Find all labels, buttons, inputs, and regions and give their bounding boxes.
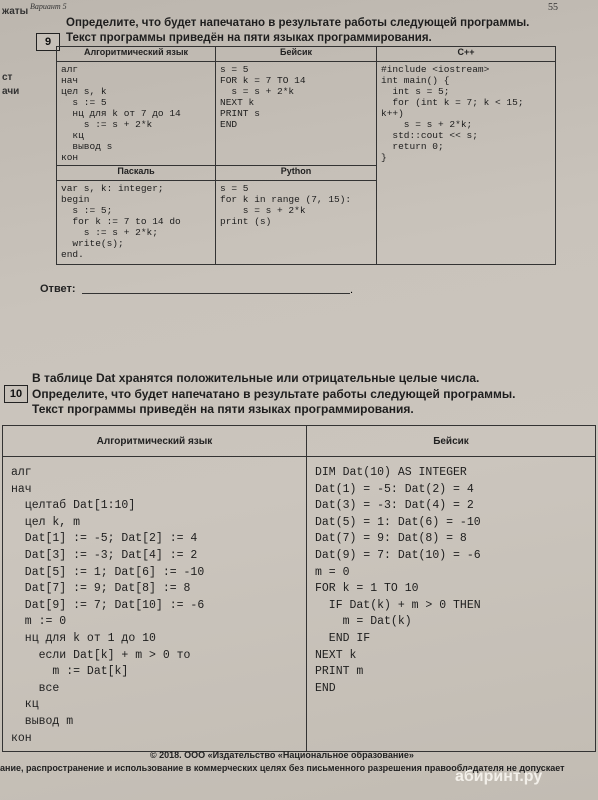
cpp-line: } [381, 152, 387, 163]
algo-code [3, 457, 306, 751]
question-9-line: Текст программы приведён на пяти языках программирования. [66, 32, 432, 44]
python-line: s = s + 2*k [220, 205, 306, 216]
algo-line: целтаб Dat[1:10] [11, 499, 136, 513]
cpp-line: return 0; [381, 141, 444, 152]
algo-line: нц для k от 1 до 10 [11, 631, 156, 645]
question-9-line: Определите, что будет напечатано в результате работы следующей программы. [66, 17, 530, 29]
algo-line: алг [61, 64, 79, 75]
algo-line: s := s + 2*k [61, 119, 153, 130]
algo-line: кц [11, 698, 39, 712]
header-pascal: Паскаль [57, 166, 216, 181]
basic-line: m = 0 [315, 565, 350, 579]
pascal-line: write(s); [61, 238, 124, 249]
basic-line: NEXT k [220, 97, 255, 108]
algo-line: Dat[1] := -5; Dat[2] := 4 [11, 532, 198, 546]
algo-line: если Dat[k] + m > 0 то [11, 648, 191, 662]
page-number: 55 [548, 2, 558, 13]
question-10-number: 10 [4, 385, 28, 403]
algo-line: алг [11, 466, 32, 479]
basic-code [307, 457, 595, 701]
algo-line: кон [61, 152, 79, 163]
answer-line[interactable] [82, 293, 350, 294]
algo-line: вывод m [11, 714, 74, 728]
basic-line: PRINT s [220, 108, 260, 119]
basic-line: PRINT m [315, 665, 364, 679]
algo-line: Dat[9] := 7; Dat[10] := -6 [11, 598, 205, 612]
python-cell [216, 181, 377, 265]
python-line: print (s) [220, 216, 272, 227]
basic-line: IF Dat(k) + m > 0 THEN [315, 598, 481, 612]
question-10-program-table [2, 425, 596, 752]
algo-line: цел k, m [11, 515, 81, 529]
pascal-code [57, 181, 215, 262]
basic-line: Dat(5) = 1: Dat(6) = -10 [315, 515, 481, 529]
basic-line: s = s + 2*k [220, 86, 295, 97]
header-algo: Алгоритмический язык [57, 47, 216, 62]
algo-line: Dat[7] := 9; Dat[8] := 8 [11, 582, 191, 596]
basic-line: Dat(3) = -3: Dat(4) = 2 [315, 499, 474, 513]
cpp-code [377, 62, 555, 165]
basic-line: DIM Dat(10) AS INTEGER [315, 466, 467, 479]
basic-line: m = Dat(k) [315, 615, 412, 629]
basic-cell [216, 62, 377, 166]
cpp-line: k++) [381, 108, 404, 119]
algo-cell [57, 62, 216, 166]
algo-line: m := Dat[k] [11, 665, 129, 679]
algo-line: нц для k от 7 до 14 [61, 108, 181, 119]
question-9-text [66, 16, 529, 46]
basic-line: Dat(9) = 7: Dat(10) = -6 [315, 548, 481, 562]
algo-line: m := 0 [11, 615, 67, 629]
cpp-line: for (int k = 7; k < 15; [381, 97, 524, 108]
basic-line: Dat(1) = -5: Dat(2) = 4 [315, 482, 474, 496]
question-10-text [32, 371, 516, 418]
basic-line: END [315, 681, 336, 695]
header-basic: Бейсик [216, 47, 377, 62]
margin-mark: жаты [2, 6, 29, 17]
basic-line: END IF [315, 631, 371, 645]
footer-legal: ание, распространение и использование в коммерческих целях без письменного разрешения правообладателя не допускает [0, 763, 565, 773]
pascal-line: for k := 7 to 14 do [61, 216, 181, 227]
basic-line: FOR k = 1 TO 10 [315, 582, 419, 596]
pascal-line: begin [61, 194, 90, 205]
python-line: for k in range (7, 15): [220, 194, 352, 205]
algo-line: цел s, k [61, 86, 107, 97]
cpp-line: int main() { [381, 75, 450, 86]
cpp-line: #include <iostream> [381, 64, 490, 75]
algo-line: нач [11, 482, 32, 496]
pascal-line: var s, k: integer; [61, 183, 164, 194]
basic-line: END [220, 119, 238, 130]
cpp-line: s = s + 2*k; [381, 119, 473, 130]
question-9-program-table [56, 46, 556, 265]
algo-line: кон [11, 731, 32, 745]
algo-line: s := 5 [61, 97, 107, 108]
basic-code [216, 62, 376, 132]
basic-cell [307, 457, 596, 752]
pascal-line: s := s + 2*k; [61, 227, 158, 238]
header-basic: Бейсик [307, 426, 596, 457]
question-9-number: 9 [36, 33, 60, 51]
header-python: Python [216, 166, 377, 181]
algo-line: нач [61, 75, 79, 86]
python-line: s = 5 [220, 183, 249, 194]
margin-mark: ст [2, 72, 13, 83]
header-algo: Алгоритмический язык [3, 426, 307, 457]
pascal-cell [57, 181, 216, 265]
margin-mark: ачи [2, 86, 20, 97]
cpp-line: std::cout << s; [381, 130, 478, 141]
algo-code [57, 62, 215, 165]
algo-line: кц [61, 130, 84, 141]
cpp-line: int s = 5; [381, 86, 450, 97]
pascal-line: end. [61, 249, 84, 260]
variant-header: Вариант 5 [30, 2, 67, 11]
footer-copyright: © 2018. ООО «Издательство «Национальное образование» [150, 750, 414, 760]
header-cpp: С++ [377, 47, 556, 62]
algo-line: все [11, 681, 60, 695]
algo-line: Dat[3] := -3; Dat[4] := 2 [11, 548, 198, 562]
question-10-line: В таблице Dat хранятся положительные или отрицательные целые числа. [32, 371, 480, 385]
question-10-line: Определите, что будет напечатано в результате работы следующей программы. [32, 386, 516, 401]
question-10-line: Текст программы приведён на пяти языках программирования. [32, 402, 414, 416]
python-code [216, 181, 376, 229]
algo-cell [3, 457, 307, 752]
pascal-line: s := 5; [61, 205, 113, 216]
basic-line: FOR k = 7 TO 14 [220, 75, 306, 86]
watermark-logo: абиринт.ру [455, 768, 543, 785]
algo-line: вывод s [61, 141, 113, 152]
basic-line: NEXT k [315, 648, 357, 662]
algo-line: Dat[5] := 1; Dat[6] := -10 [11, 565, 205, 579]
basic-line: s = 5 [220, 64, 249, 75]
basic-line: Dat(7) = 9: Dat(8) = 8 [315, 532, 467, 546]
answer-dot: . [350, 284, 354, 296]
cpp-cell [377, 62, 556, 265]
answer-label: Ответ: [40, 283, 76, 295]
